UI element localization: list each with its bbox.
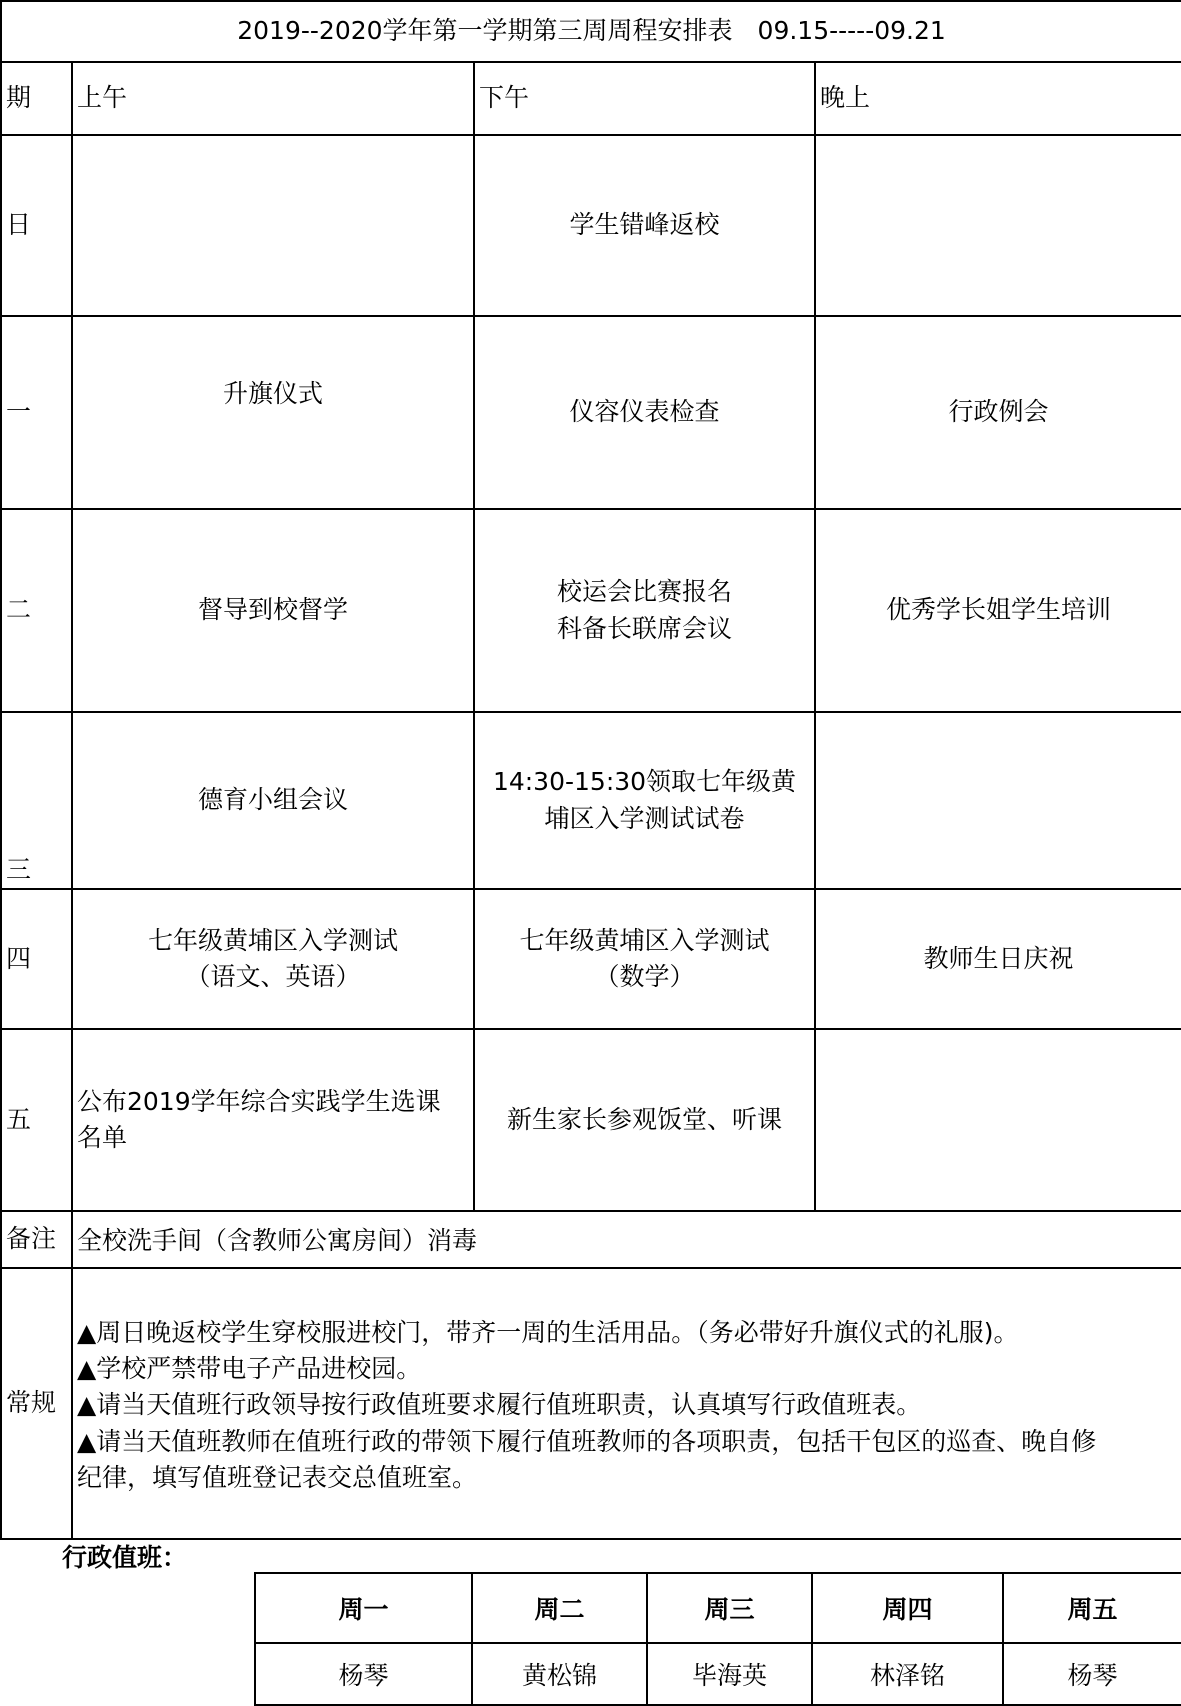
cell-line: 七年级黄埔区入学测试	[147, 925, 398, 955]
cell-afternoon	[474, 712, 815, 889]
row-thursday	[1, 889, 1181, 1029]
duty-day: 周三	[647, 1573, 812, 1643]
cell-afternoon	[474, 889, 815, 1029]
cell-line: （数学）	[594, 962, 695, 991]
cell-evening	[815, 509, 1181, 712]
cell-line: 埔区入学测试试卷	[544, 803, 745, 833]
duty-name-row	[255, 1643, 1181, 1705]
cell-line: 升旗仪式	[222, 379, 323, 409]
duty-name: 黄松锦	[472, 1643, 647, 1705]
cell-line: 名单	[77, 1123, 128, 1152]
cell-line: 督导到校督学	[197, 595, 348, 625]
routine-text	[72, 1268, 1181, 1539]
routine-item: ▲请当天值班行政领导按行政值班要求履行值班职责，认真填写行政值班表。	[77, 1390, 922, 1420]
header-afternoon: 下午	[474, 62, 815, 135]
cell-morning	[72, 316, 474, 509]
duty-day: 周一	[255, 1573, 472, 1643]
row-monday	[1, 316, 1181, 509]
cell-afternoon	[474, 316, 815, 509]
duty-name: 杨琴	[1003, 1643, 1181, 1705]
cell-line: （语文、英语）	[185, 962, 361, 991]
header-day: 期	[1, 62, 72, 135]
duty-day: 周五	[1003, 1573, 1181, 1643]
cell-line: 七年级黄埔区入学测试	[519, 925, 770, 955]
routine-item: 纪律，填写值班登记表交总值班室。	[77, 1462, 478, 1492]
routine-item: ▲请当天值班教师在值班行政的带领下履行值班教师的各项职责，包括干包区的巡查、晚自修	[77, 1426, 1097, 1456]
day-label: 二	[1, 509, 72, 712]
cell-morning	[72, 1029, 474, 1211]
row-wednesday	[1, 712, 1181, 889]
cell-evening	[815, 316, 1181, 509]
cell-line: 科备长联席会议	[556, 613, 732, 643]
cell-line: 德育小组会议	[197, 785, 348, 815]
duty-day: 周四	[812, 1573, 1003, 1643]
header-morning: 上午	[72, 62, 474, 135]
cell-morning	[72, 509, 474, 712]
cell-afternoon	[474, 1029, 815, 1211]
cell-line: 行政例会	[948, 397, 1049, 427]
cell-evening	[815, 135, 1181, 316]
duty-header-row	[255, 1573, 1181, 1643]
cell-evening	[815, 1029, 1181, 1211]
remarks-text: 全校洗手间（含教师公寓房间）消毒	[72, 1211, 1181, 1268]
duty-label: 行政值班：	[62, 1543, 188, 1572]
row-routine	[1, 1268, 1181, 1539]
row-remarks	[1, 1211, 1181, 1268]
cell-line: 14:30-15:30领取七年级黄	[492, 767, 797, 797]
cell-evening	[815, 712, 1181, 889]
schedule-title: 2019--2020学年第一学期第三周周程安排表 09.15-----09.21	[1, 1, 1181, 62]
cell-line: 公布2019学年综合实践学生选课	[77, 1086, 441, 1116]
remarks-label: 备注	[1, 1211, 72, 1268]
routine-item: ▲学校严禁带电子产品进校园。	[77, 1354, 422, 1384]
cell-line: 校运会比赛报名	[556, 577, 732, 607]
cell-morning	[72, 135, 474, 316]
routine-label: 常规	[1, 1268, 72, 1539]
duty-day: 周二	[472, 1573, 647, 1643]
day-label: 三	[1, 712, 72, 889]
day-label: 五	[1, 1029, 72, 1211]
row-sunday	[1, 135, 1181, 316]
duty-table	[254, 1572, 1181, 1706]
duty-name: 杨琴	[255, 1643, 472, 1705]
cell-line: 优秀学长姐学生培训	[886, 595, 1112, 625]
day-label: 日	[1, 135, 72, 316]
cell-line: 仪容仪表检查	[569, 397, 720, 427]
cell-morning	[72, 712, 474, 889]
cell-afternoon	[474, 135, 815, 316]
cell-morning	[72, 889, 474, 1029]
cell-afternoon	[474, 509, 815, 712]
duty-name: 毕海英	[647, 1643, 812, 1705]
header-evening: 晚上	[815, 62, 1181, 135]
row-friday	[1, 1029, 1181, 1211]
day-label: 一	[1, 316, 72, 509]
cell-evening	[815, 889, 1181, 1029]
cell-line: 教师生日庆祝	[923, 943, 1074, 973]
cell-line: 学生错峰返校	[569, 210, 720, 240]
day-label: 四	[1, 889, 72, 1029]
cell-line: 新生家长参观饭堂、听课	[506, 1104, 782, 1134]
routine-item: ▲周日晚返校学生穿校服进校门，带齐一周的生活用品。（务必带好升旗仪式的礼服)。	[77, 1317, 1019, 1347]
duty-name: 林泽铭	[812, 1643, 1003, 1705]
row-tuesday	[1, 509, 1181, 712]
